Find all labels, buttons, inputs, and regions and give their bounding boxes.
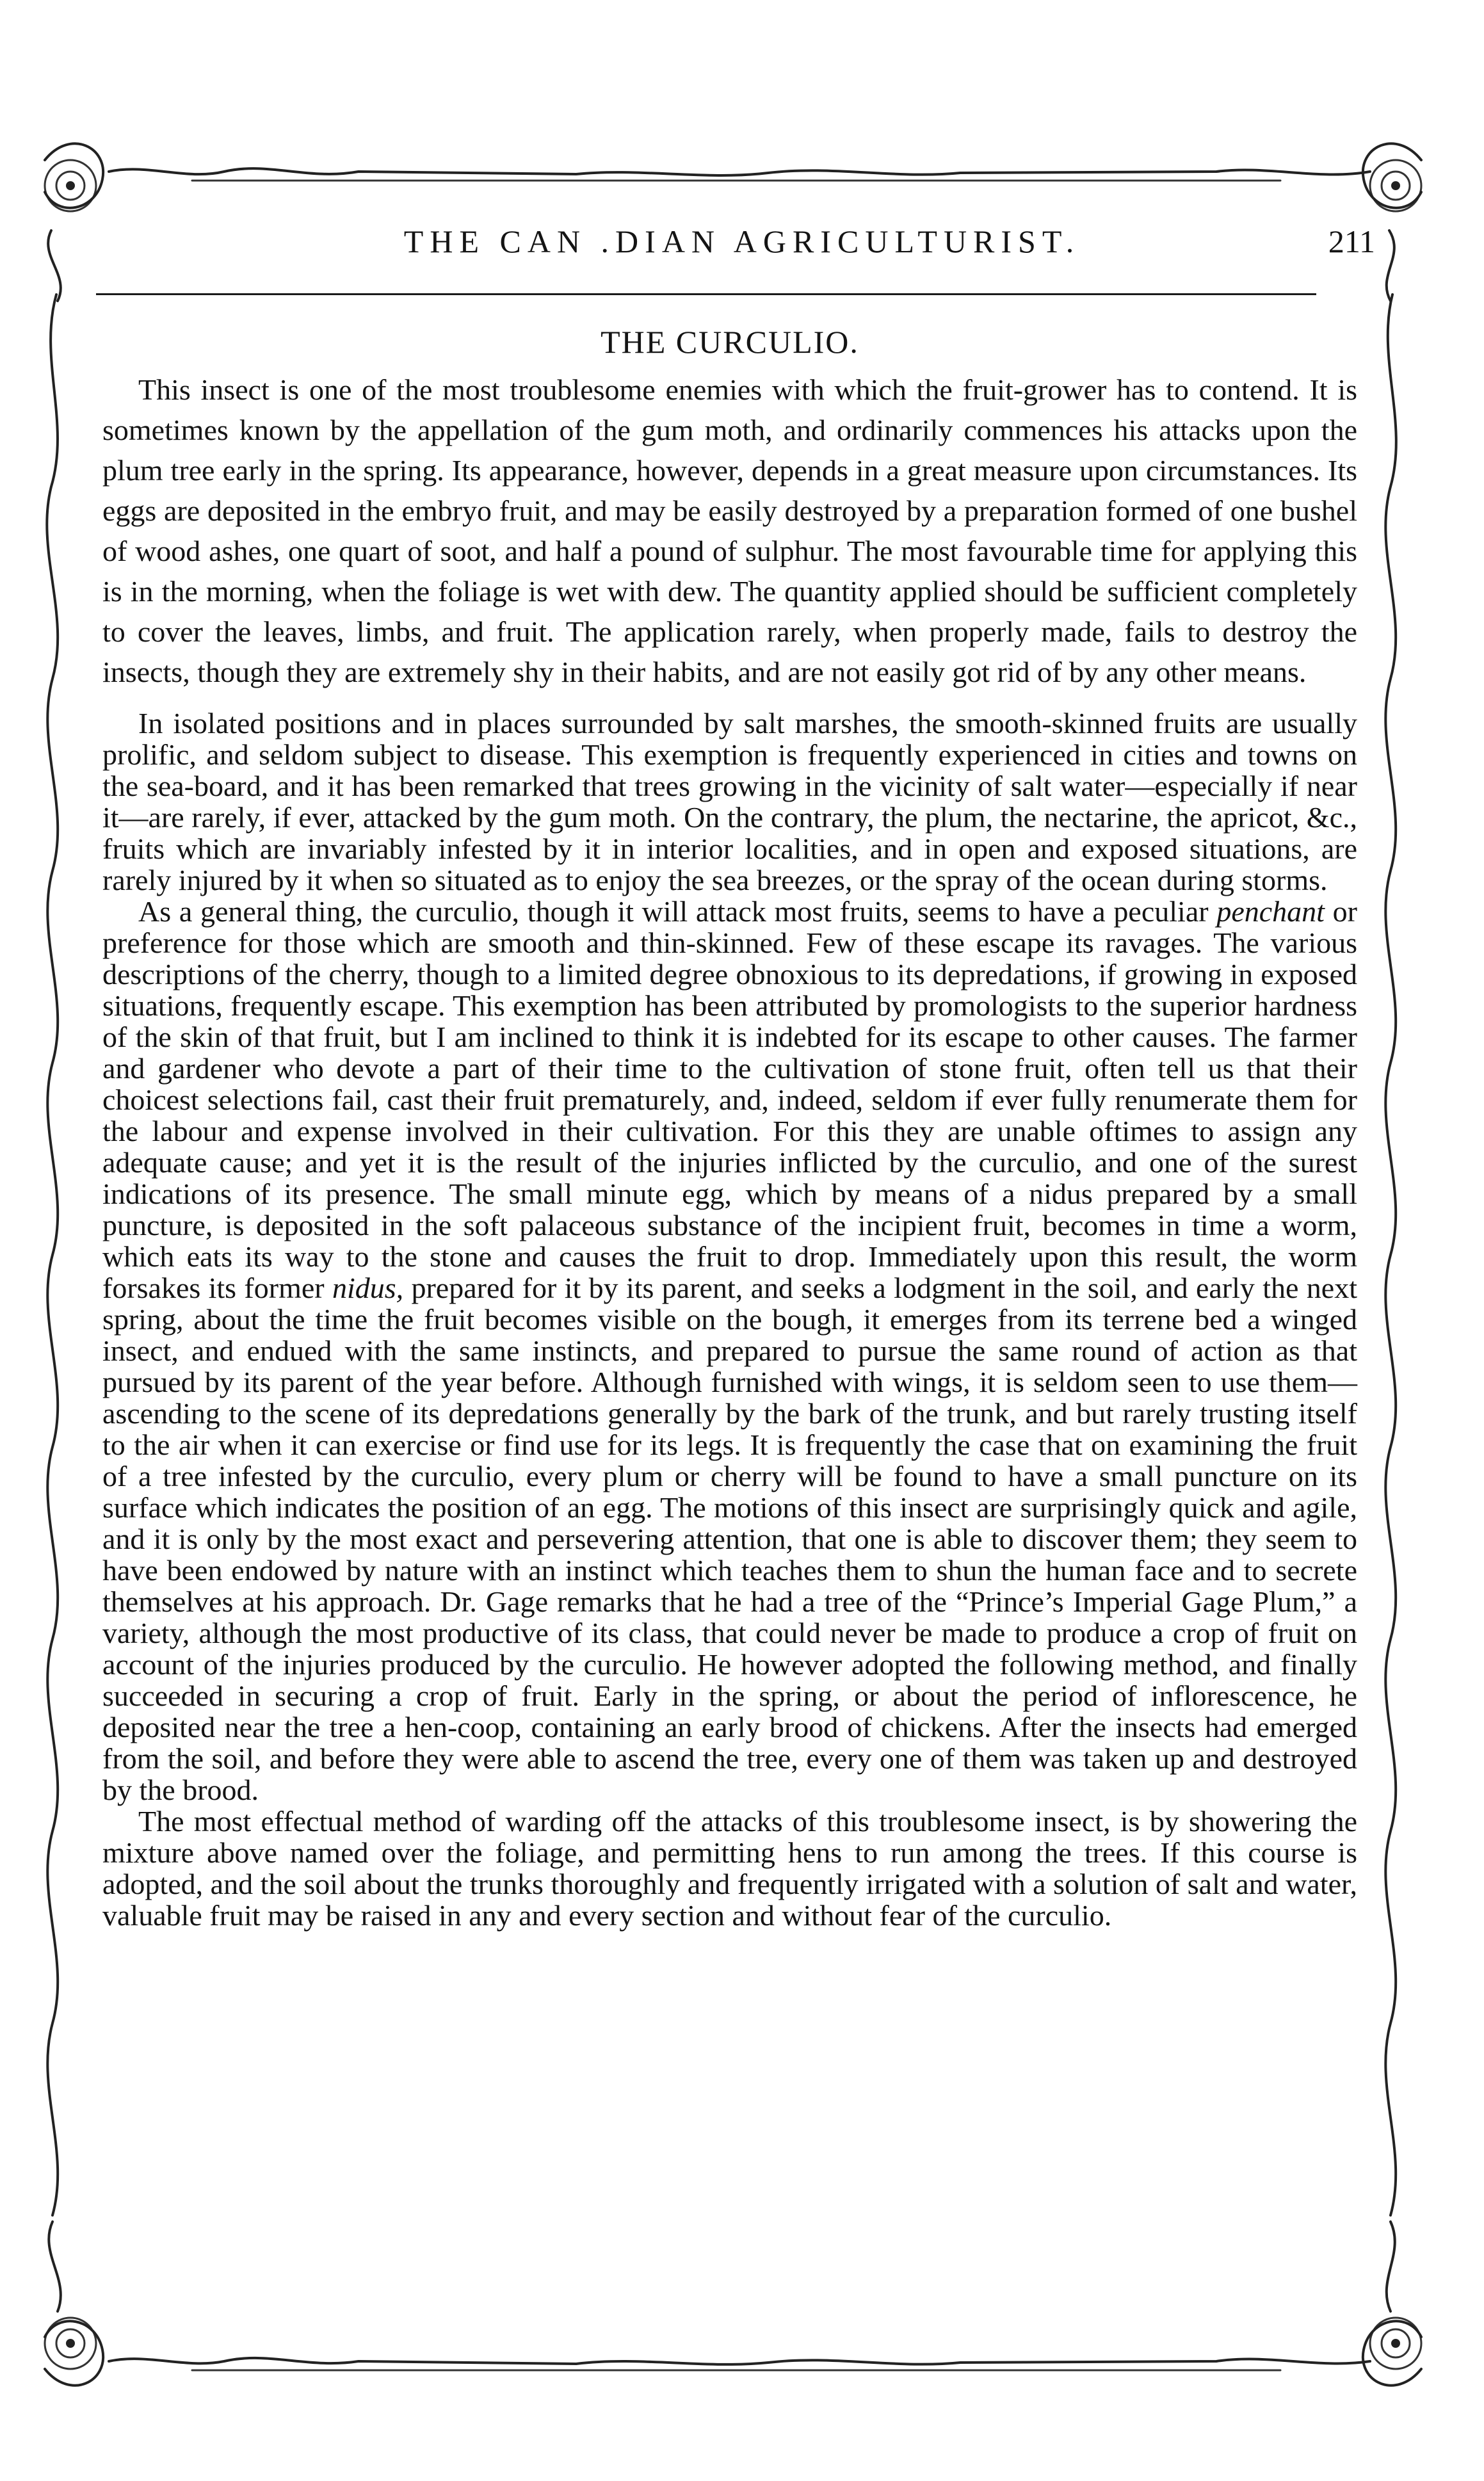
paragraph-3-text-c: prepared for it by its parent, and seeks a lodgment in the soil, and early the next spring, about the time the fruit becomes visible on the bough, it emerges from its terrene bed a winged insect, and endued with the same instincts, and prepared to pursue the same round of action as that pursued by its parent of the year before. Although furnished with wings, it is seldom seen to use them—ascending to the scene of its depredations generally by the bark of the trunk, and but rarely trusting itself to the air when it can exercise or find use for its legs. It is frequently the case that on examining the fruit of a tree infested by the curculio, every plum or cherry will be found to have a small puncture on its surface which indicates the position of an egg. The motions of this insect are surprisingly quick and agile, and it is only by the most exact and persevering attention, that one is able to discover them; they seem to have been endowed by nature with an instinct which teaches them to shun the human face and to secrete themselves at his approach. Dr. Gage remarks that he had a tree of the “Prince’s Imperial Gage Plum,” a variety, although the most productive of its class, that could never be made to produce a crop of fruit on account of the injuries produced by the curculio. He however adopted the following method, and finally succeeded in securing a crop of fruit. Early in the spring, or about the period of inflorescence, he deposited near the tree a hen-coop, containing an early brood of chickens. After the insects had emerged from the soil, and before they were able to ascend the tree, every one of them was taken up and destroyed by the brood. <box>102 1272 1357 1806</box>
running-head <box>102 223 1382 280</box>
page-number: 211 <box>1328 223 1375 259</box>
article-title: THE CURCULIO. <box>601 324 859 360</box>
corner-flourish-bottom-left <box>45 2222 103 2386</box>
corner-flourish-top-left <box>45 143 103 301</box>
paragraph-1: This insect is one of the most troublesome enemies with which the fruit-grower has to contend. It is sometimes known by the appellation of the gum moth, and ordinarily commences his attacks upon the plum tree early in the spring. Its appearance, however, depends in a great measure upon circumstances. Its eggs are deposited in the embryo fruit, and may be easily destroyed by a preparation formed of one bushel of wood ashes, one quart of soot, and half a pound of sulphur. The most favourable time for applying this is in the morning, when the foliage is wet with dew. The quantity applied should be sufficient completely to cover the leaves, limbs, and fruit. The application rarely, when properly made, fails to destroy the insects, though they are extremely shy in their habits, and are not easily got rid of by any other means. <box>102 373 1357 688</box>
paragraph-4: The most effectual method of warding off the attacks of this troublesome insect, is by showering the mixture above named over the foliage, and permitting hens to run among the trees. If this course is adopted, and the soil about the trunks thoroughly and frequently irrigated with a solution of salt and water, valuable fruit may be raised in any and every section and without fear of the curculio. <box>102 1805 1357 1932</box>
running-head-title: THE CAN .DIAN AGRICULTURIST. <box>403 223 1081 259</box>
paragraph-3-text-b: or preference for those which are smooth and thin-skinned. Few of these escape its ravages. The various descriptions of the cherry, though to a limited degree obnoxious to its depredations, if growing in exposed situations, frequently escape. This exemption has been attributed by promologists to the superior hardness of the skin of that fruit, but I am inclined to think it is indebted for its escape to other causes. The farmer and gardener who devote a part of their time to the cultivation of stone fruit, often tell us that their choicest selections fail, cast their fruit prematurely, and, indeed, seldom if ever fully renumerate them for the labour and expense involved in their cultivation. For this they are unable oftimes to assign any adequate cause; and yet it is the result of the injuries inflicted by the curculio, and one of the surest indications of its presence. The small minute egg, which by means of a nidus prepared by a small puncture, is deposited in the soft palaceous substance of the incipient fruit, becomes in time a worm, which eats its way to the stone and causes the fruit to drop. Immediately upon this result, the worm forsakes its former <box>102 895 1357 1304</box>
corner-flourish-bottom-right <box>1363 2222 1421 2386</box>
article <box>102 323 1357 1931</box>
header-rule <box>96 293 1316 295</box>
paragraph-2: In isolated positions and in places surrounded by salt marshes, the smooth-skinned fruits are usually prolific, and seldom subject to disease. This exemption is frequently experienced in cities and towns on the sea-board, and it has been remarked that trees growing in the vicinity of salt water—especially if near it—are rarely, if ever, attacked by the gum moth. On the contrary, the plum, the nectarine, the apricot, &c., fruits which are invariably infested by it in interior localities, and in open and exposed situations, are rarely injured by it when so situated as to enjoy the sea breezes, or the spray of the ocean during storms. <box>102 707 1357 896</box>
paragraph-3 <box>102 896 1357 1806</box>
italic-nidus: nidus, <box>332 1272 404 1304</box>
paragraph-3-text-a: As a general thing, the curculio, though it will attack most fruits, seems to have a peculiar <box>138 895 1217 928</box>
italic-penchant: penchant <box>1216 895 1325 928</box>
